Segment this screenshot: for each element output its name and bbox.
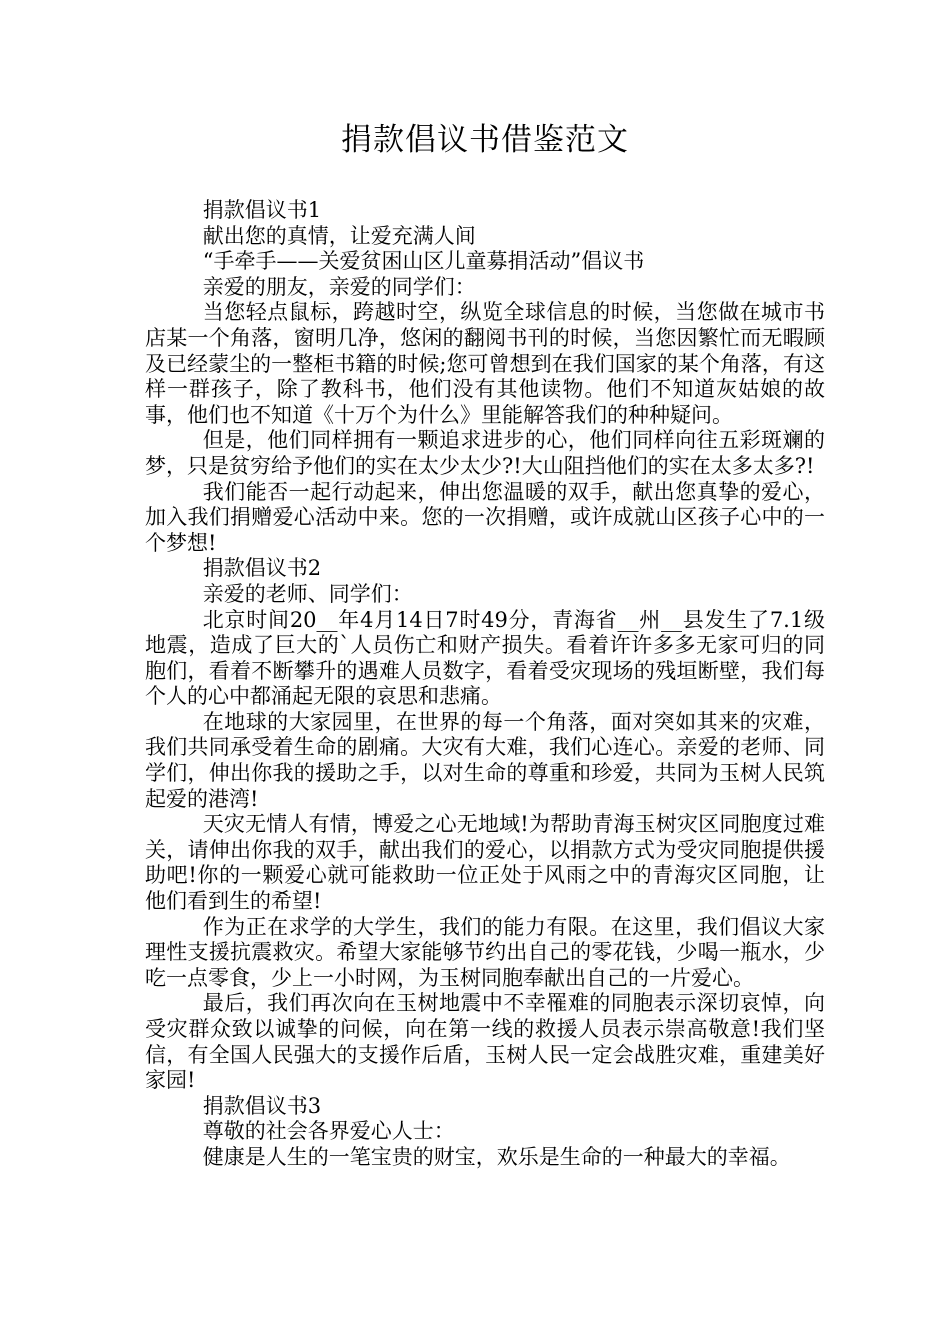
body-paragraph: 但是，他们同样拥有一颗追求进步的心，他们同样向往五彩斑斓的梦，只是贫穷给予他们的实在太少太少?!大山阻挡他们的实在太多太多?! [145,428,825,478]
body-paragraph: 我们能否一起行动起来，伸出您温暖的双手，献出您真挚的爱心，加入我们捐赠爱心活动中来。您的一次捐赠，或许成就山区孩子心中的一个梦想! [145,479,825,555]
document-body [145,198,825,1171]
salutation: 亲爱的老师、同学们： [202,581,413,606]
document-page [145,120,825,1171]
salutation: 尊敬的社会各界爱心人士： [202,1119,455,1144]
body-paragraph: 在地球的大家园里，在世界的每一个角落，面对突如其来的灾难，我们共同承受着生命的剧痛。大灾有大难，我们心连心。亲爱的老师、同学们，伸出你我的援助之手，以对生命的尊重和珍爱，共同为玉树人民筑起爱的港湾! [145,709,825,811]
section-heading-3: 捐款倡议书3 [202,1093,322,1118]
body-paragraph: 天灾无情人有情，博爱之心无地域!为帮助青海玉树灾区同胞度过难关，请伸出你我的双手，献出我们的爱心，以捐款方式为受灾同胞提供援助吧!你的一颗爱心就可能救助一位正处于风雨之中的青海灾区同胞，让他们看到生的希望! [145,812,825,914]
section-heading-1: 捐款倡议书1 [202,198,322,222]
salutation: 亲爱的朋友，亲爱的同学们： [202,274,476,299]
body-paragraph: 作为正在求学的大学生，我们的能力有限。在这里，我们倡议大家理性支援抗震救灾。希望大家能够节约出自己的零花钱，少喝一瓶水，少吃一点零食，少上一小时网，为玉树同胞奉献出自己的一片爱心。 [145,914,825,990]
body-paragraph: 最后，我们再次向在玉树地震中不幸罹难的同胞表示深切哀悼，向受灾群众致以诚挚的问候，向在第一线的救援人员表示崇高敬意!我们坚信，有全国人民强大的支援作后盾，玉树人民一定会战胜灾难，重建美好家园! [145,991,825,1093]
section-heading-2: 捐款倡议书2 [202,556,322,581]
body-paragraph: 当您轻点鼠标，跨越时空，纵览全球信息的时候，当您做在城市书店某一个角落，窗明几净，悠闲的翻阅书刊的时候，当您因繁忙而无暇顾及已经蒙尘的一整柜书籍的时候;您可曾想到在我们国家的某个角落，有这样一群孩子，除了教科书，他们没有其他读物。他们不知道灰姑娘的故事，他们也不知道《十万个为什么》里能解答我们的种种疑问。 [145,300,825,427]
body-paragraph: 北京时间20__年4月14日7时49分，青海省__州__县发生了7.1级地震，造成了巨大的`人员伤亡和财产损失。看着许许多多无家可归的同胞们，看着不断攀升的遇难人员数字，看着受灾现场的残垣断壁，我们每个人的心中都涌起无限的哀思和悲痛。 [145,607,825,709]
body-paragraph: 健康是人生的一笔宝贵的财宝，欢乐是生命的一种最大的幸福。 [202,1144,791,1169]
proposal-subtitle: “手牵手——关爱贫困山区儿童募捐活动”倡议书 [202,249,645,274]
document-title: 捐款倡议书借鉴范文 [341,122,629,158]
slogan-line: 献出您的真情，让爱充满人间 [202,223,476,248]
